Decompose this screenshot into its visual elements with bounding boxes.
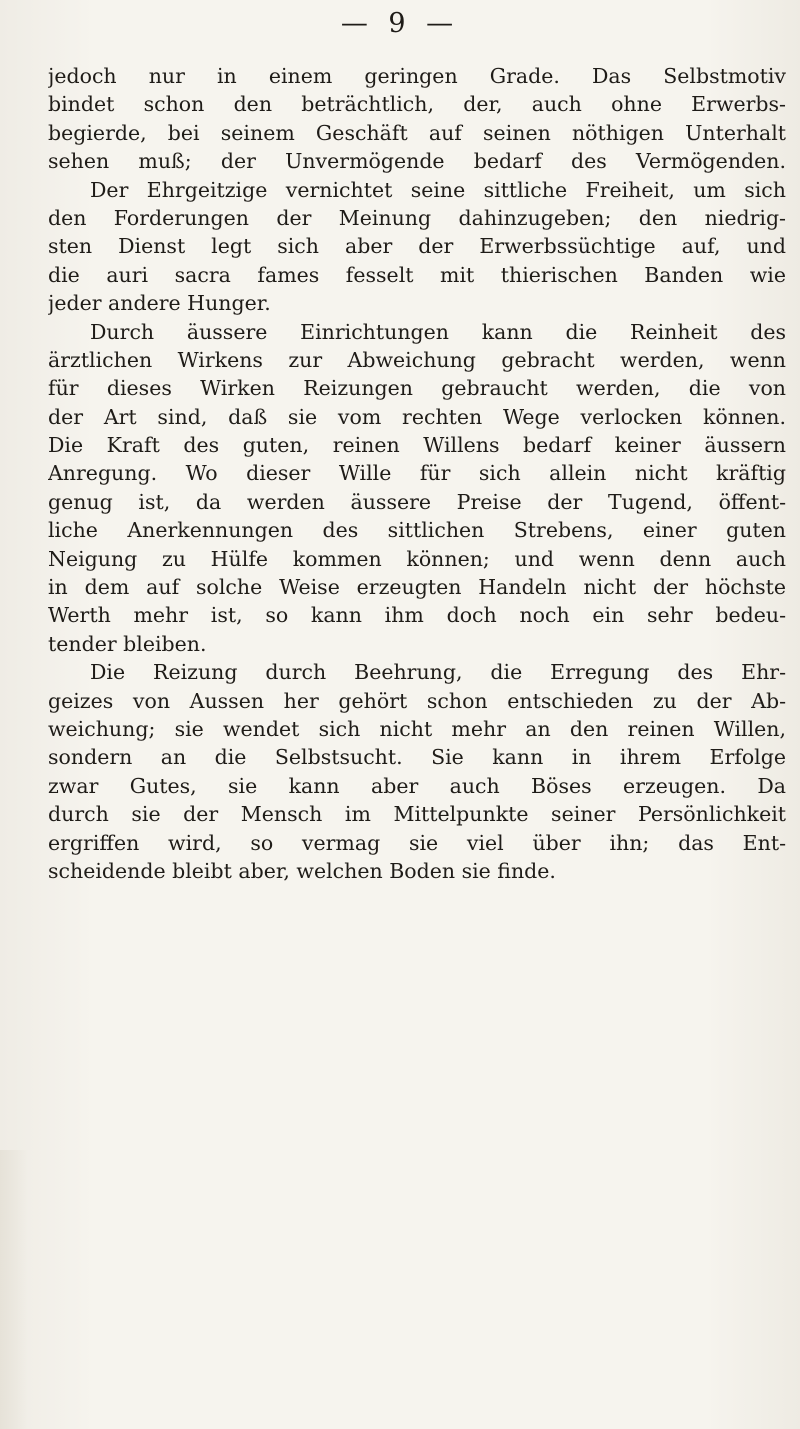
text-line: Der Ehrgeitzige vernichtet seine sittliche Freiheit, um sich (90, 177, 786, 202)
text-line: für dieses Wirken Reizungen gebraucht werden, die von (48, 376, 786, 401)
text-line: jedoch nur in einem geringen Grade. Das Selbstmotiv (48, 64, 786, 88)
text-line: Die Reizung durch Beehrung, die Erregung des Ehr- (90, 660, 786, 685)
text-line: sten Dienst legt sich aber der Erwerbssüchtige auf, und (48, 234, 786, 259)
text-line: die auri sacra fames fesselt mit thierischen Banden wie (48, 262, 786, 287)
text-line: jeder andere Hunger. (48, 291, 271, 316)
text-line: Werth mehr ist, so kann ihm doch noch ein sehr bedeu- (48, 603, 786, 628)
text-line: geizes von Aussen her gehört schon entschieden zu der Ab- (48, 688, 786, 713)
text-line: durch sie der Mensch im Mittelpunkte seiner Persönlichkeit (48, 802, 786, 827)
text-line: Anregung. Wo dieser Wille für sich allein nicht kräftig (48, 461, 786, 486)
text-line: Die Kraft des guten, reinen Willens bedarf keiner äussern (48, 433, 786, 458)
text-line: Durch äussere Einrichtungen kann die Reinheit des (90, 319, 786, 344)
body-text (48, 62, 786, 885)
text-line: den Forderungen der Meinung dahinzugeben; den niedrig- (48, 205, 786, 230)
text-line: ärztlichen Wirkens zur Abweichung gebracht werden, wenn (48, 347, 786, 372)
text-line: begierde, bei seinem Geschäft auf seinen nöthigen Unterhalt (48, 120, 786, 145)
text-line: sehen muß; der Unvermögende bedarf des Vermögenden. (48, 149, 786, 174)
text-line: liche Anerkennungen des sittlichen Strebens, einer guten (48, 518, 786, 543)
text-line: sondern an die Selbstsucht. Sie kann in ihrem Erfolge (48, 745, 786, 770)
text-line: Neigung zu Hülfe kommen können; und wenn denn auch (48, 546, 786, 571)
text-line: der Art sind, daß sie vom rechten Wege verlocken können. (48, 404, 786, 429)
text-line: weichung; sie wendet sich nicht mehr an den reinen Willen, (48, 716, 786, 741)
text-line: ergriffen wird, so vermag sie viel über ihn; das Ent- (48, 830, 786, 855)
text-line: in dem auf solche Weise erzeugten Handeln nicht der höchste (48, 575, 786, 600)
text-line: zwar Gutes, sie kann aber auch Böses erzeugen. Da (48, 773, 786, 798)
text-line: scheidende bleibt aber, welchen Boden sie finde. (48, 858, 556, 883)
text-line: genug ist, da werden äussere Preise der Tugend, öffent- (48, 489, 786, 514)
text-line: tender bleiben. (48, 631, 207, 656)
page-edge-shadow (0, 1150, 28, 1429)
text-line: bindet schon den beträchtlich, der, auch ohne Erwerbs- (48, 92, 786, 117)
page-number: — 9 — (340, 8, 460, 39)
